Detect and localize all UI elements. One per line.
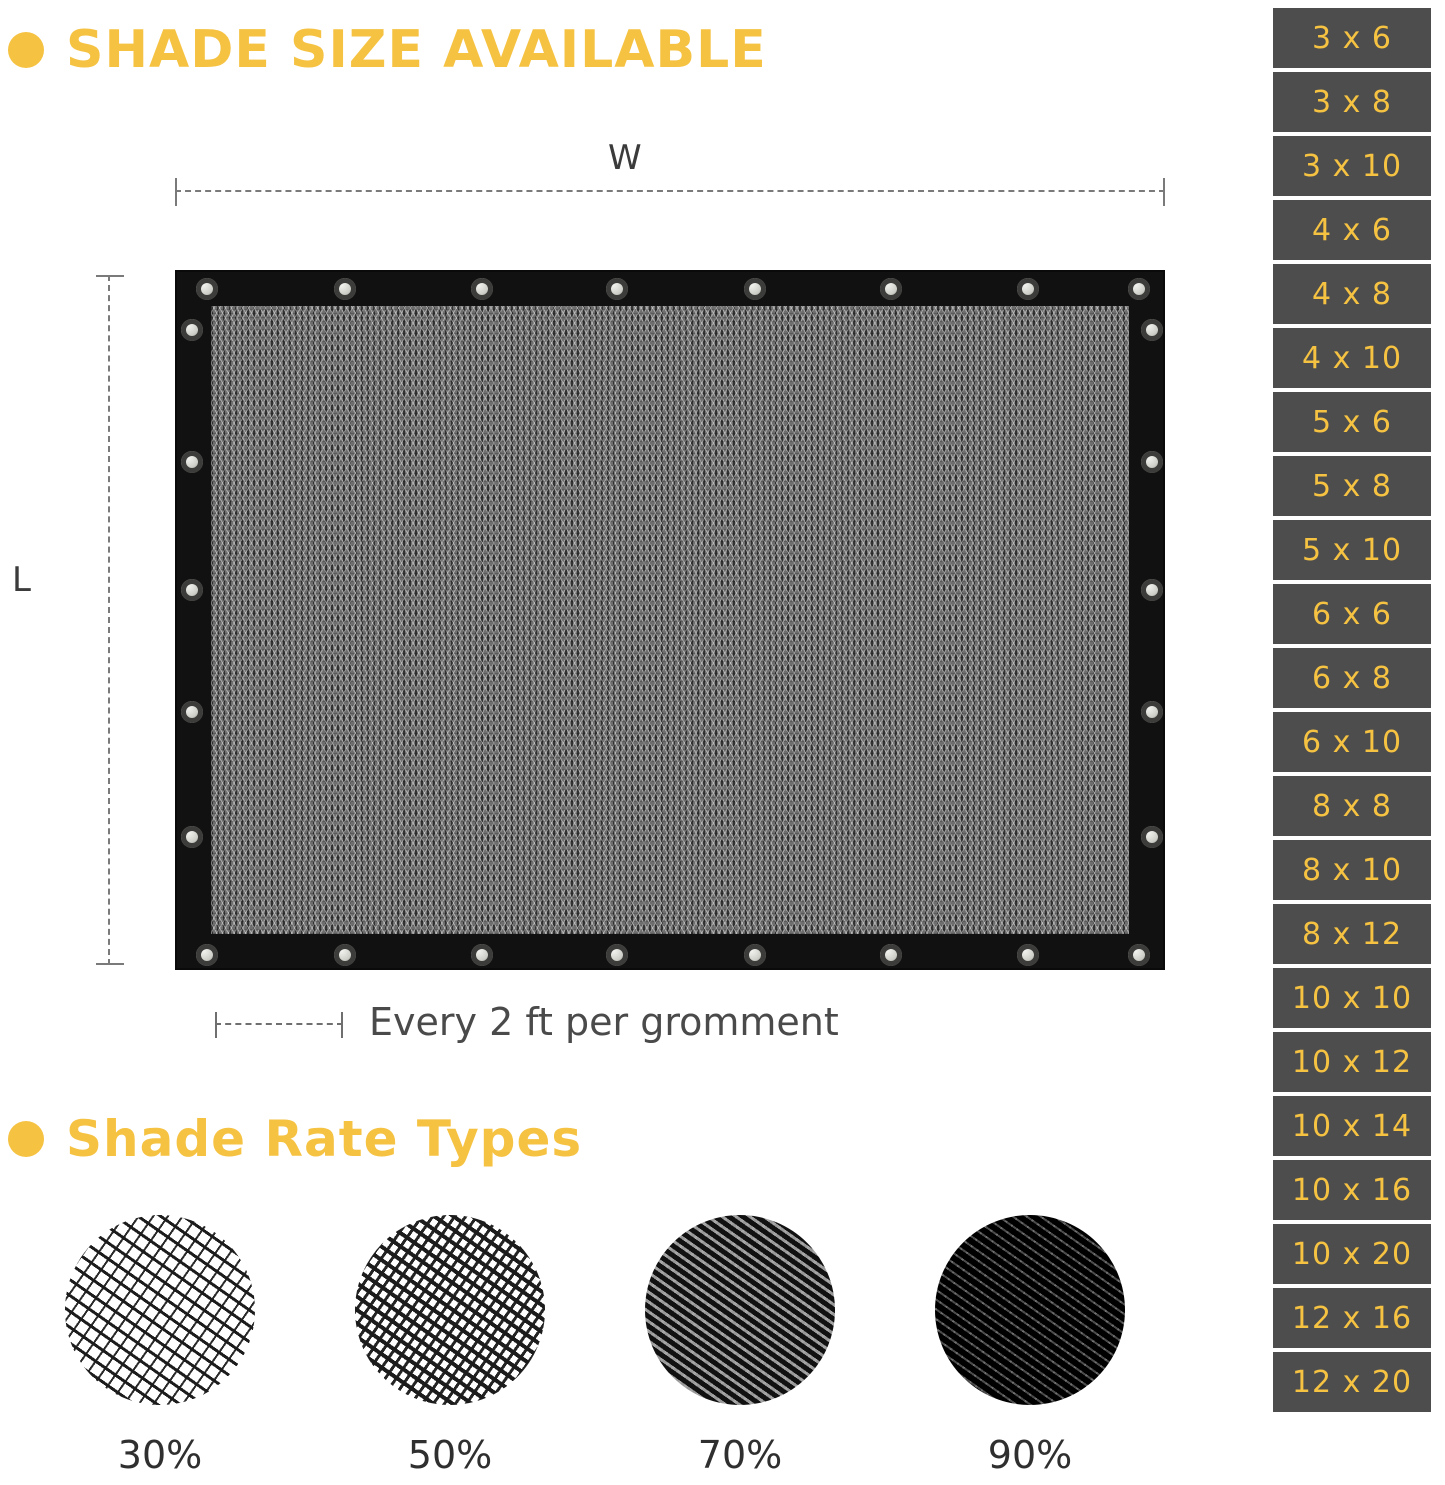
- size-option-chip[interactable]: 5 x 6: [1273, 392, 1431, 452]
- shade-rate-item: [640, 1215, 840, 1477]
- section-heading-size-available: [8, 20, 767, 80]
- width-dimension-line: [175, 190, 1165, 192]
- shade-cloth-panel: [175, 270, 1165, 970]
- shade-rate-label: 70%: [697, 1433, 783, 1477]
- width-dimension-label: W: [608, 138, 642, 178]
- size-option-chip[interactable]: 10 x 12: [1273, 1032, 1431, 1092]
- grommet-icon: [606, 278, 628, 300]
- size-option-chip[interactable]: 3 x 10: [1273, 136, 1431, 196]
- shade-cloth-mesh: [211, 306, 1129, 934]
- grommet-icon: [471, 278, 493, 300]
- section-heading-label: SHADE SIZE AVAILABLE: [66, 20, 767, 80]
- shade-rate-item: [350, 1215, 550, 1477]
- size-option-chip[interactable]: 10 x 16: [1273, 1160, 1431, 1220]
- grommet-icon: [181, 451, 203, 473]
- shade-rate-swatch-list: [60, 1215, 1190, 1477]
- bullet-dot-icon: [8, 32, 44, 68]
- grommet-icon: [181, 579, 203, 601]
- size-option-chip[interactable]: 12 x 16: [1273, 1288, 1431, 1348]
- size-option-chip[interactable]: 6 x 8: [1273, 648, 1431, 708]
- size-option-chip[interactable]: 12 x 20: [1273, 1352, 1431, 1412]
- grommet-icon: [1141, 579, 1163, 601]
- size-option-chip[interactable]: 4 x 8: [1273, 264, 1431, 324]
- grommet-icon: [880, 944, 902, 966]
- size-option-chip[interactable]: 8 x 8: [1273, 776, 1431, 836]
- length-dimension-label: L: [12, 560, 31, 600]
- size-option-chip[interactable]: 10 x 10: [1273, 968, 1431, 1028]
- section-heading-label: Shade Rate Types: [66, 1110, 583, 1168]
- grommet-spacing-note: [215, 1000, 839, 1044]
- size-option-chip[interactable]: 5 x 8: [1273, 456, 1431, 516]
- grommet-spacing-label: Every 2 ft per gromment: [369, 1000, 839, 1044]
- grommet-icon: [334, 278, 356, 300]
- shade-rate-label: 90%: [987, 1433, 1073, 1477]
- bullet-dot-icon: [8, 1121, 44, 1157]
- shade-rate-item: [60, 1215, 260, 1477]
- grommet-icon: [1017, 944, 1039, 966]
- size-option-chip[interactable]: 6 x 10: [1273, 712, 1431, 772]
- grommet-icon: [606, 944, 628, 966]
- section-heading-shade-rate-types: [8, 1110, 582, 1168]
- grommet-icon: [334, 944, 356, 966]
- size-option-chip[interactable]: 8 x 10: [1273, 840, 1431, 900]
- grommet-icon: [181, 826, 203, 848]
- grommet-icon: [1141, 701, 1163, 723]
- shade-rate-label: 30%: [117, 1433, 203, 1477]
- mesh-90-icon: [935, 1215, 1125, 1405]
- size-option-chip[interactable]: 8 x 12: [1273, 904, 1431, 964]
- grommet-icon: [880, 278, 902, 300]
- length-dimension-line: [108, 275, 110, 965]
- size-option-chip[interactable]: 10 x 14: [1273, 1096, 1431, 1156]
- grommet-icon: [1141, 451, 1163, 473]
- grommet-icon: [744, 944, 766, 966]
- grommet-icon: [471, 944, 493, 966]
- size-option-chip[interactable]: 4 x 6: [1273, 200, 1431, 260]
- size-option-chip[interactable]: 5 x 10: [1273, 520, 1431, 580]
- size-option-chip[interactable]: 3 x 8: [1273, 72, 1431, 132]
- grommet-icon: [196, 278, 218, 300]
- size-option-chip[interactable]: 3 x 6: [1273, 8, 1431, 68]
- grommet-icon: [744, 278, 766, 300]
- shade-rate-item: [930, 1215, 1130, 1477]
- grommet-icon: [1141, 826, 1163, 848]
- grommet-icon: [181, 319, 203, 341]
- grommet-icon: [196, 944, 218, 966]
- grommet-icon: [181, 701, 203, 723]
- spacing-bracket-icon: [215, 1023, 343, 1025]
- size-option-chip[interactable]: 10 x 20: [1273, 1224, 1431, 1284]
- grommet-icon: [1141, 319, 1163, 341]
- mesh-70-icon: [645, 1215, 835, 1405]
- shade-cloth-diagram: [0, 120, 1250, 1080]
- mesh-30-icon: [65, 1215, 255, 1405]
- shade-rate-label: 50%: [407, 1433, 493, 1477]
- grommet-icon: [1017, 278, 1039, 300]
- size-option-chip[interactable]: 6 x 6: [1273, 584, 1431, 644]
- mesh-50-icon: [355, 1215, 545, 1405]
- size-option-chip[interactable]: 4 x 10: [1273, 328, 1431, 388]
- grommet-icon: [1128, 278, 1150, 300]
- size-option-list: [1273, 8, 1431, 1412]
- grommet-icon: [1128, 944, 1150, 966]
